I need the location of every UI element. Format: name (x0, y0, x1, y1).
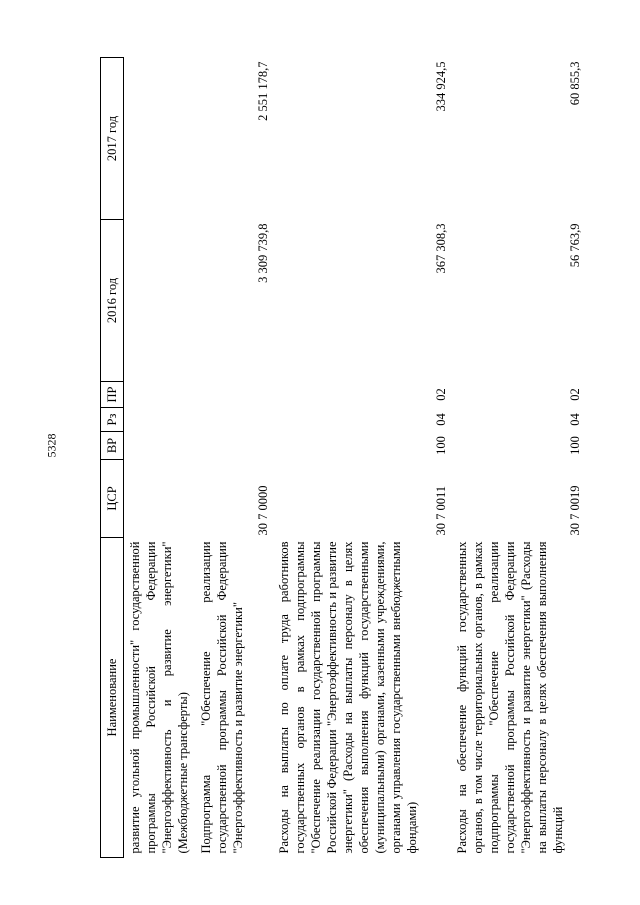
row-rz (124, 408, 196, 432)
row-2017: 60 855,3 (568, 61, 582, 106)
row-pr: 02 (434, 388, 448, 401)
row-2016 (124, 220, 196, 382)
row-2017: 2 551 178,7 (256, 61, 270, 121)
row-name: Расходы на обеспечение функций государственных органов, в том числе территориальных органов, в рамках подпрограммы "Обеспечение реализации государственной программы Российской Федерации "Энергоэффективность и развитие энергетики" (Расходы на выплаты персоналу в целях обеспечения выполнения функций (455, 541, 565, 854)
header-2016: 2016 год (101, 220, 124, 382)
row-csr: 30 7 0011 (434, 485, 448, 536)
row-pr (195, 382, 273, 408)
page-number: 5328 (44, 433, 59, 458)
budget-table (100, 57, 585, 858)
row-2016: 367 308,3 (434, 223, 448, 274)
table-row (124, 58, 196, 858)
header-rz: Рз (101, 408, 124, 432)
row-vr: 100 (434, 436, 448, 455)
table-row (195, 58, 273, 858)
table-header-row (101, 58, 124, 858)
budget-table-sheet (100, 58, 580, 858)
row-vr: 100 (568, 436, 582, 455)
row-csr: 30 7 0000 (256, 485, 270, 536)
row-2017: 334 924,5 (434, 61, 448, 112)
row-name: Подпрограмма "Обеспечение реализации государственной программы Российской Федерации "Энергоэффективность и развитие энергетики" (199, 541, 245, 854)
row-name: развитие угольной промышленности" государственной программы Российской Федерации "Энергоэффективность и развитие энергетики" (Межбюджетные трансферты) (128, 541, 190, 854)
row-rz: 04 (434, 413, 448, 426)
row-vr (124, 432, 196, 460)
row-vr (195, 432, 273, 460)
header-2017: 2017 год (101, 58, 124, 220)
row-csr (124, 460, 196, 538)
row-rz: 04 (568, 413, 582, 426)
header-pr: ПР (101, 382, 124, 408)
row-2016: 3 309 739,8 (256, 223, 270, 283)
row-pr (124, 382, 196, 408)
row-pr: 02 (568, 388, 582, 401)
row-rz (195, 408, 273, 432)
row-csr: 30 7 0019 (568, 485, 582, 536)
header-vr: ВР (101, 432, 124, 460)
header-csr: ЦСР (101, 460, 124, 538)
table-row (273, 58, 451, 858)
row-2017 (124, 58, 196, 220)
row-name: Расходы на выплаты по оплате труда работников государственных органов в рамках подпрограммы "Обеспечение реализации государственной программы Российской Федерации "Энергоэффективность и развитие энергетики" (Расходы на выплаты персоналу в целях обеспечения выполнения функций государственными (муниципальными) органами, казенными учреждениями, органами управления государственными внебюджетными фондами) (277, 541, 419, 854)
header-name: Наименование (101, 538, 124, 858)
table-row (451, 58, 585, 858)
row-2016: 56 763,9 (568, 223, 582, 268)
